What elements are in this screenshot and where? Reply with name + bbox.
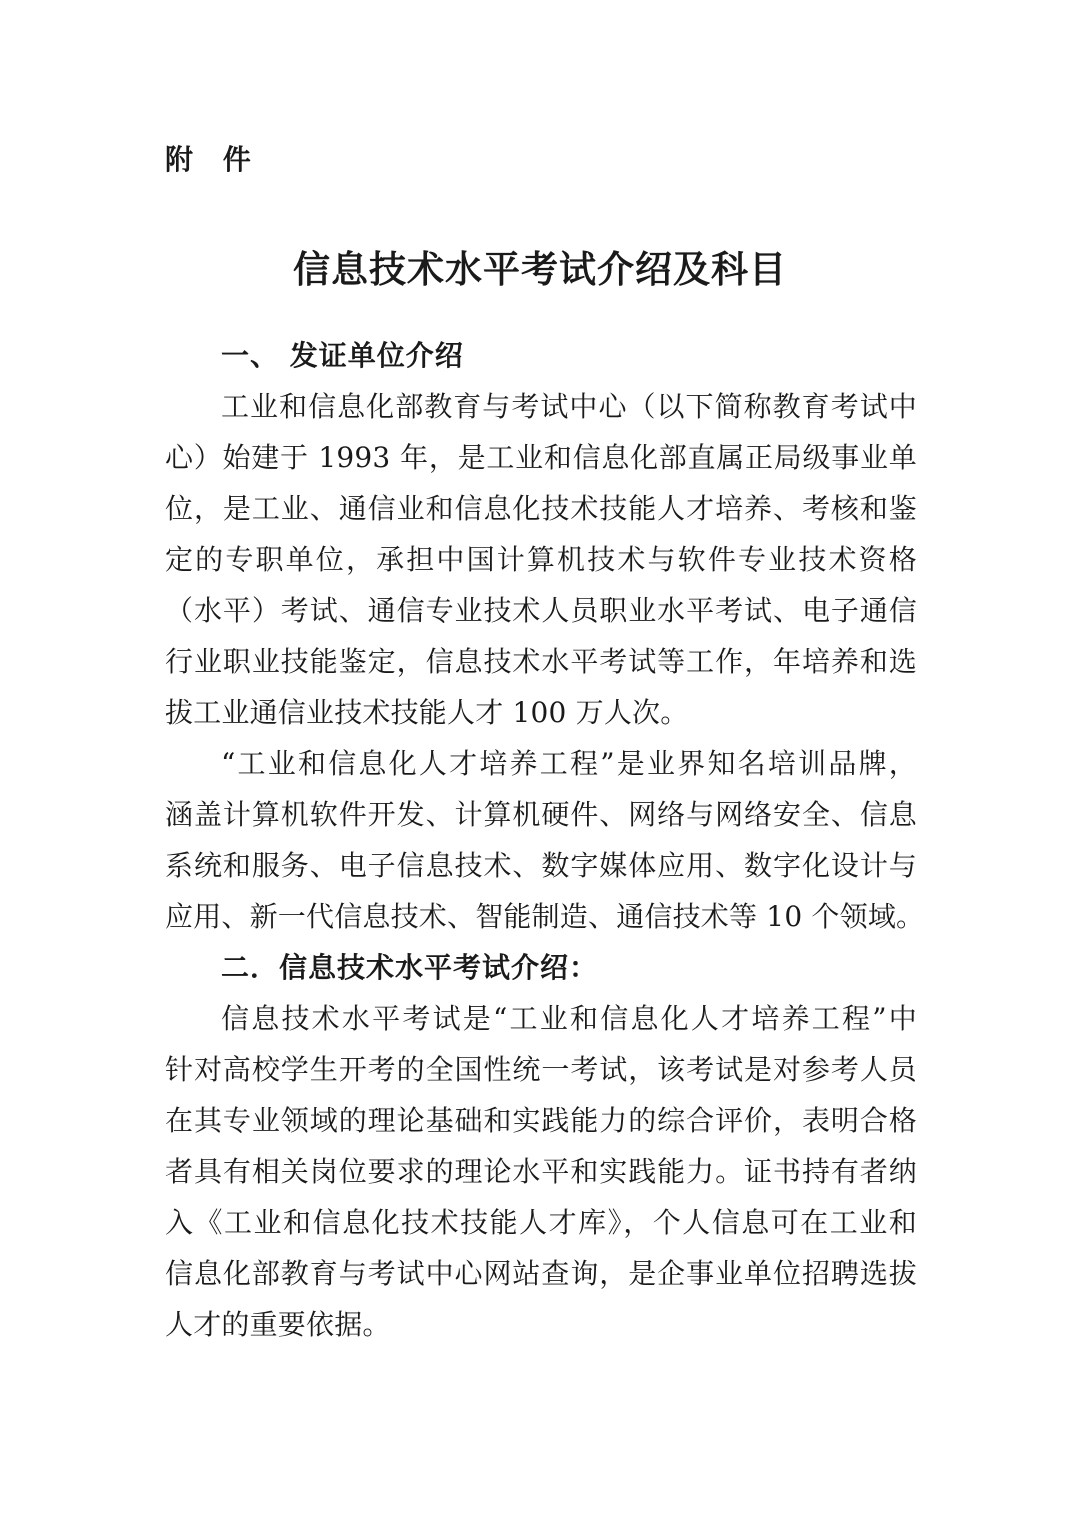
text-line: 信息化部教育与考试中心网站查询，是企事业单位招聘选拔 — [165, 1257, 917, 1290]
text-line: 位，是工业、通信业和信息化技术技能人才培养、考核和鉴 — [165, 492, 917, 525]
text-line: 工业和信息化部教育与考试中心（以下简称教育考试中 — [221, 390, 917, 423]
section-heading: 一、 发证单位介绍 — [221, 339, 464, 372]
section-issuing-unit — [165, 330, 925, 942]
text-line: 人才的重要依据。 — [165, 1308, 391, 1341]
text-line: 系统和服务、电子信息技术、数字媒体应用、数字化设计与 — [165, 849, 917, 882]
text-line: 应用、新一代信息技术、智能制造、通信技术等 10 个领域。 — [165, 900, 925, 933]
text-line: 拔工业通信业技术技能人才 100 万人次。 — [165, 696, 689, 729]
document-body — [165, 330, 925, 1350]
text-line: 定的专职单位，承担中国计算机技术与软件专业技术资格 — [165, 543, 917, 576]
text-line: “工业和信息化人才培养工程”是业界知名培训品牌， — [221, 747, 917, 780]
section-exam-introduction — [165, 942, 917, 1350]
paragraph — [165, 738, 925, 942]
document-title: 信息技术水平考试介绍及科目 — [293, 248, 787, 291]
attachment-label: 附 件 — [165, 143, 261, 176]
text-line: 针对高校学生开考的全国性统一考试，该考试是对参考人员 — [165, 1053, 917, 1086]
text-line: 涵盖计算机软件开发、计算机硬件、网络与网络安全、信息 — [165, 798, 917, 831]
section-heading: 二．信息技术水平考试介绍： — [221, 951, 599, 984]
text-line: 者具有相关岗位要求的理论水平和实践能力。证书持有者纳 — [165, 1155, 917, 1188]
text-line: （水平）考试、通信专业技术人员职业水平考试、电子通信 — [165, 594, 917, 627]
text-line: 信息技术水平考试是“工业和信息化人才培养工程”中 — [221, 1002, 917, 1035]
paragraph — [165, 993, 917, 1350]
paragraph — [165, 381, 917, 738]
text-line: 入《工业和信息化技术技能人才库》，个人信息可在工业和 — [165, 1206, 917, 1239]
text-line: 行业职业技能鉴定，信息技术水平考试等工作，年培养和选 — [165, 645, 917, 678]
text-line: 心）始建于 1993 年，是工业和信息化部直属正局级事业单 — [165, 441, 917, 474]
text-line: 在其专业领域的理论基础和实践能力的综合评价，表明合格 — [165, 1104, 917, 1137]
